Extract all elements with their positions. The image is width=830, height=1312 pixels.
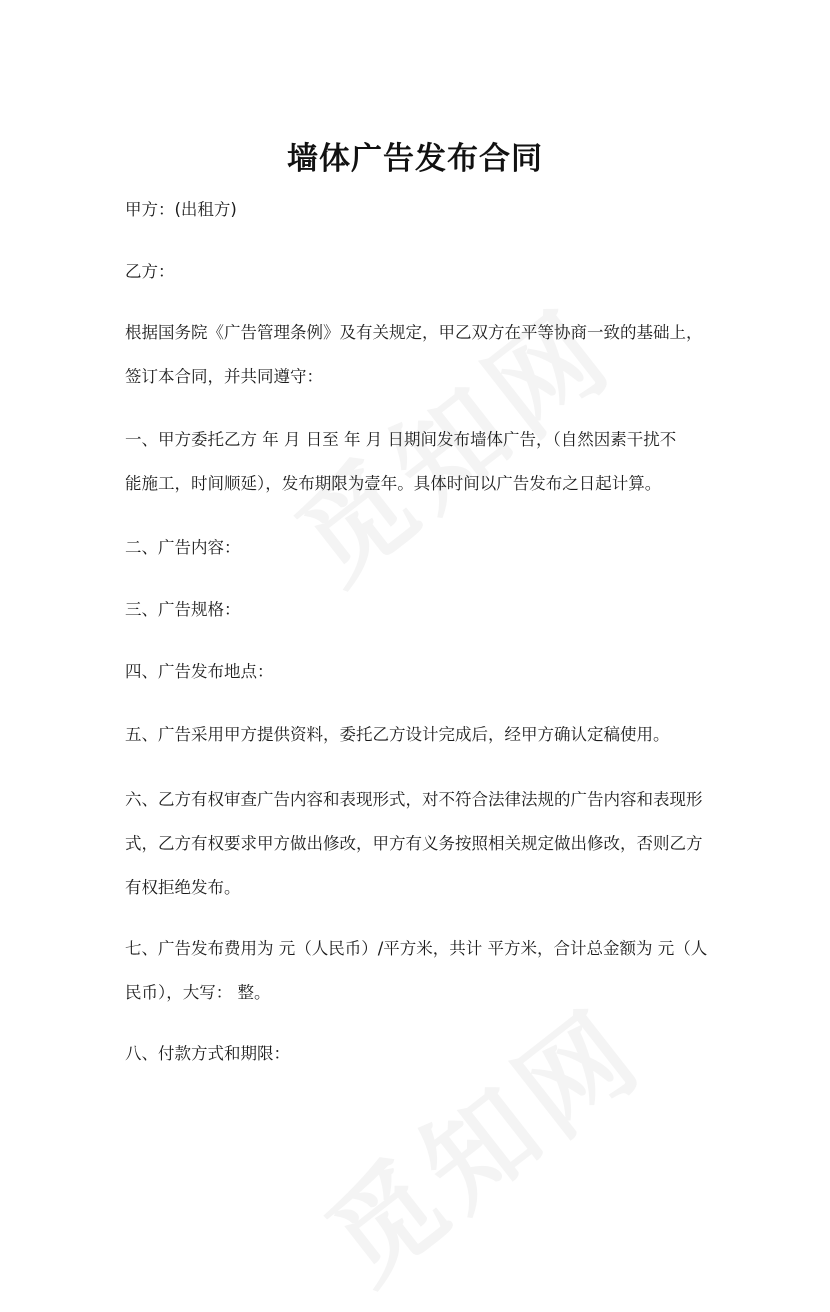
text-line: 一、甲方委托乙方 年 月 日至 年 月 日期间发布墙体广告，（自然因素干扰不 — [125, 430, 677, 449]
party-a-line — [125, 188, 720, 232]
text-line: 式，乙方有权要求甲方做出修改，甲方有义务按照相关规定做出修改，否则乙方 — [125, 834, 703, 853]
text-line: 三、广告规格： — [125, 600, 241, 619]
clause-5 — [125, 713, 720, 757]
clause-6 — [125, 778, 720, 910]
text-line: 四、广告发布地点： — [125, 662, 274, 681]
watermark-lower — [290, 966, 671, 1312]
party-b-line — [125, 250, 720, 294]
text-line: 根据国务院《广告管理条例》及有关规定，甲乙双方在平等协商一致的基础上， — [125, 323, 703, 342]
text-line: 有权拒绝发布。 — [125, 878, 241, 897]
text-line: 六、乙方有权审查广告内容和表现形式，对不符合法律法规的广告内容和表现形 — [125, 790, 703, 809]
clause-1 — [125, 418, 720, 506]
text-line: 甲方：(出租方) — [125, 200, 237, 219]
text-line: 七、广告发布费用为 元（人民币）/平方米，共计 平方米，合计总金额为 元（人 — [125, 939, 708, 958]
text-line: 五、广告采用甲方提供资料，委托乙方设计完成后，经甲方确认定稿使用。 — [125, 725, 670, 744]
clause-2 — [125, 526, 720, 570]
clause-7 — [125, 927, 720, 1015]
clause-8 — [125, 1032, 720, 1076]
text-line: 二、广告内容： — [125, 538, 241, 557]
text-line: 能施工，时间顺延），发布期限为壹年。具体时间以广告发布之日起计算。 — [125, 474, 662, 493]
preamble-paragraph — [125, 311, 720, 399]
text-line: 八、付款方式和期限： — [125, 1044, 290, 1063]
text-line: 签订本合同，并共同遵守： — [125, 367, 323, 386]
text-line: 民币），大写： 整。 — [125, 983, 271, 1002]
clause-3 — [125, 588, 720, 632]
clause-4 — [125, 650, 720, 694]
text-line: 乙方： — [125, 262, 175, 281]
document-title: 墙体广告发布合同 — [287, 140, 543, 177]
